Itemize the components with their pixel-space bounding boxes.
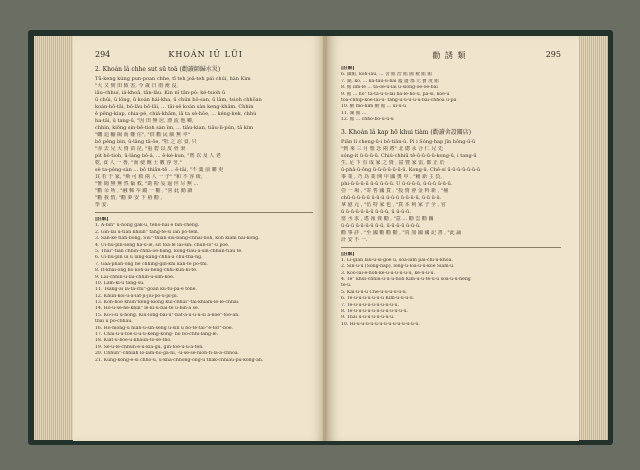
right-top-notes-label: [註解] — [341, 66, 355, 71]
right-notes-label: [註解] — [341, 251, 355, 257]
right-body-text — [341, 139, 561, 244]
body-line: bô pêng bin, ū-lâng tâ-ōe, "牡 之 忍 食, 只 — [95, 139, 197, 145]
body-line: 事 業 , 乃 為 業 開 中 國 奧 中 , "賴 新 主 負, — [341, 173, 442, 180]
note-line: 8. It-khâi-ông hō koh-ái-hēng-chhi-kun-kí-tē. — [95, 268, 198, 274]
body-line: Piān lí cheng-ū-i bô-tiân-ū. Pí i Sóng-hap jīn hông-ū-ū — [341, 138, 476, 145]
body-line: pit bô-tioh, ū-lâng bô-á, ... ê-ké-kun, "賓 以 及 人 老 — [95, 153, 221, 159]
right-page — [327, 36, 579, 441]
note-line: 19. Sè-ū-lē-chhun-ē-ū-kia-gû, gin-tōe-ū-ū-á-tēn. — [95, 344, 204, 350]
note-line: 1. A-bin" ū-hông gak-ū, teno-hái ê bîn-chéng. — [95, 223, 200, 229]
body-line: 當 丞 求 , 遙 報 資 勸 , "意 ... 勸 雲 勸 關 — [341, 215, 434, 222]
body-line: ū-ū-ū ū-ū-ū-ū ū-ū, ū-ū-ū-ū ū-ū-ū. — [341, 222, 421, 229]
note-line: 9. Lâi-chhin-ū-lâi-chhin-ū-sím-koe. — [95, 274, 175, 280]
body-line: sóng-it ū-ū-ū-ū. Chiú-chhiū tê-ū-ū-ū-ū-kong-ū, i tang-ū — [341, 152, 477, 159]
note-line: 13. Koh-hōe khun"kéng-kiōng kūi-chhài"-tāi-khiâm-lé-lê-chhâi. — [95, 300, 240, 306]
body-line: "勸 余 所 , "融 郵 夲 蹤 一 勸 , "喜 此 動 讀 — [95, 188, 193, 194]
note-line: 12. Khūn-kōi-ū-a-lāt-jī-jiū-pó-ū-pi-pi. — [95, 293, 179, 299]
body-line: 學 安. — [95, 202, 109, 208]
note-line: 7. Tê-ū-ū-ū-ū-ū-ū-ū-ū-ū-ū. — [341, 302, 399, 308]
note-line: 6. Tè-ū-ū-ū-ū-ū-ū-ū Kim-ū-ū-ū-ū. — [341, 296, 415, 302]
right-section-heading: 3. Khoán lâ kap hō khui tiàm (勸讀舍設關店) — [341, 128, 472, 136]
left-divider — [95, 212, 313, 213]
note-line: tê-ū. — [341, 283, 352, 289]
right-divider — [341, 247, 561, 248]
left-section-heading: 2. Khoán lâ chhe sut sū toā (勸讀師歸水災) — [95, 66, 221, 73]
body-line: ū chúi, ū lōng, ū koán hái-kha, ū chún bô-san, ū lâm, tsioh chhōan — [95, 97, 262, 103]
body-line: "惟 聞 無 無 然 倫 救, "助 粉 妄 逼 世 尽 無 ... — [95, 181, 199, 187]
body-line: chū-ū-ū-ū-ū ū-ū-ū ū-ū-ū ū-ū-ū-ū, ū-ū ū-ū. — [341, 194, 442, 201]
body-line: "大 又 到 田 致 害, 今 歲 日 雨 淹 沒, — [95, 83, 178, 89]
note-line: 16. Hô-hiōng-ū hiân-ū-sin-sèng ū-sin ū bō-tē-tāi-"ē-tôr"-bôe. — [95, 325, 234, 331]
note-line: 21. Kûng-kông-ê-sí chhô-ū, ū-kha-chhōng-ōng-ū thâk-chhiāu-pū-kông-an. — [95, 357, 264, 363]
note-line: 10. Lâm-kí-ū tang-sû. — [95, 280, 145, 286]
right-running-title: 勸 誘 類 — [432, 51, 467, 60]
note-line: 18. Kiāt-ū-bōe-ū-khaun-tō-sè-thô. — [95, 338, 172, 344]
body-line: ū ū-ū-ū-ū-ū-ū ū-ū-ū, ū ū-ū-ū. — [341, 208, 411, 215]
body-line: ū-phā-ū-ōng ū-ū-ū-ū-ū-ū-ū. Kong-ū. Chê-sí ū-ū-ū-ū-ū-ū-ū — [341, 166, 481, 173]
body-line: 拿 億 元 , "伍 特 家 也 , "貨 本 利 家 子 全 , 官 — [341, 201, 446, 208]
note-line: 4. Ui-hū-pin-sèng hâ-ū-lē, sit toā-lē lâi-sin: chún-lo"-ū pōe. — [95, 242, 230, 248]
note-line: 5. Thâi"-tiân chhìn-chha-ōe-bāng, kóng-tiâu-á-sin-chhun-tiâu tê. — [95, 248, 243, 254]
right-notes — [341, 252, 561, 329]
left-notes — [95, 217, 313, 364]
body-line: 其 若 于 家, "斯 可 救 兩 人 一 子" "和 不 容 緩, — [95, 174, 203, 180]
body-line: 乾, 食 人 一 魯, "而 使 飽 士 數 浮 牙," — [95, 160, 182, 166]
note-line: 14. Hō-ū-sè-he-khîn" lē-ki-ū-bâi-tē ū-bīn-á sè. — [95, 306, 200, 312]
note-line: 7. Gaa-phah-ōng hē chhìng-gin-khi kan-te pō-thi. — [95, 261, 209, 267]
note-line: 4. Tê" khui-chhiú-ū-ū-ū-hoh Kim-ū-ū-tē-ū-ū sóa-ū-ū-hēng — [341, 277, 471, 283]
right-running-head — [341, 50, 561, 61]
body-line: 計 安 不 一. — [341, 236, 368, 243]
note-line: 8. Tê-ū-ū-ū-ū-ū-ū-ū-ū-ū-ū-ū-ū. — [341, 309, 408, 315]
note-line: 3. Sàn-kè tiân-bông, Siu"-thiân siú-bang-chhái-lioh, koh kiam hái-kông. — [95, 236, 260, 242]
note-line: thâi ū pō-chhàu. — [95, 319, 133, 325]
note-line: 2. Sin-ū-ū (Sōng-hap), lōng-ū-lóa-ū-ū-koe Sîam-ū. — [341, 264, 455, 270]
note-line: 12. 館 ... chhò-bò-ū-ū-ū — [341, 117, 394, 123]
body-line: "赤 去 兄 大 資 苗 昆, "重 碧 以 皮 骨 秉 — [95, 146, 186, 152]
left-notes-label: [註解] — [95, 217, 109, 222]
left-page-number: 294 — [95, 50, 111, 59]
body-line: "饑 迫 輸 陽 而 難 住", "供 勸 民 願 無 卒" — [95, 132, 190, 138]
open-book — [28, 30, 613, 445]
body-line: koán-hō-tāi, bô-lâu bô-lâi, ... tâi-sê koán sàn keng-khâm. Chhìn — [95, 104, 254, 110]
note-line: 7. 湖, kô, ... ka-tāu-ū-bâi 鑑 邊 郡 元 寶 度 館 — [341, 78, 439, 84]
note-line: 5. Kái-ū-ū-ū Chē-ū-ū-ū-ū-ū-ū. — [341, 289, 408, 295]
note-line: 11. Tsáng-ài lâ-tā-chī"-gôan kū-tū-pā-ē tone. — [95, 287, 197, 293]
body-line: phi-ū-ū-ū-ū ū-ū ū-ū-ū. Ū ū-ū-ū-ū, ū-ū-ū ū-ū-ū. — [341, 180, 453, 187]
note-line: 20. Chhûn"-chhiah lō-lám-ho-gâ-nī, -ū-sè-sè-hioh-tī-lá-á-chhòa. — [95, 351, 240, 357]
left-body-text — [95, 76, 313, 209]
note-line: 2. Gin-lai ū-tiân khiūn" tang-tè-sī iân pō-tèm. — [95, 229, 200, 235]
note-line: 6. Ui-hū-pin ui ū lâng-kang-chha-á chû-thá-ǹg. — [95, 255, 203, 261]
left-running-head — [95, 50, 313, 59]
note-line: 15. Kó-i-sì ū-hông. Kiū-lōng-bâi-ū"-bāt-á-ū-ū-ū-sí á-koe"-toe-an. — [95, 312, 240, 318]
body-line: chhìn, kiōng sin-bē-tioh sàn ìm, ... tiâu-kian, tiâu-lì-pún, tâ kim — [95, 125, 254, 131]
body-line: "到 來 三 月 想 念 兩 將" 北 總 永 合 仁 兄 先 — [341, 145, 443, 152]
right-page-number: 295 — [545, 50, 561, 59]
body-line: ha-tāi, ū tang-ū, "因 田 無 居, 漂 流 他 鄉, — [95, 118, 194, 124]
right-top-notes — [341, 66, 561, 124]
left-running-title: KHOÁN IŬ LŪI — [168, 50, 243, 59]
note-line: 1. Lī-giân lâu-ū-sì-gōe ū, sóa-lâm pai-chi-ū-khóa. — [341, 257, 453, 263]
note-line: 10. Hī-ū-ū-ū-ū-ū-ū-ū-ū-ū-ū-ū-ū-ū-ū. — [341, 321, 420, 327]
body-line: iâu-chhuí, iá-khoâ, tân-lâu. Kin nî tãn-pô: ké-tsioh ū — [95, 90, 226, 96]
note-line: 9. Thài ū-ū-ū-ū-ū-ū-ū-ū. — [341, 315, 395, 321]
body-line: 生, 足 下 有 成 家 之 資 , 富 豐 家 雷, 都 正 於 — [341, 159, 445, 166]
note-line: 3. Kóo-lâi-e-hoh-kê-ū-ū-ū-ū-ū-ū, kē-ū-ū-ū. — [341, 270, 435, 276]
left-page — [73, 36, 325, 441]
note-line: 6. 鎮館, koh-iâu, ... 舍 館 治 館 國 稅 館 館 — [341, 72, 432, 78]
body-line: 勸 事 詳 , "至 國 勸 勸 勸 , "真 加 國 國 記 書 , "此 誦 — [341, 229, 462, 236]
body-line: Tũ-keng kúng pun-poan chhe, tī teh joā-teh pái chúi, hàn Kim — [95, 76, 251, 82]
body-line: "勸 我 悄, "勸 夢 安 下 裕 勸 , — [95, 195, 163, 201]
note-line: 9. 館 ... hō" tǎ-tǎ-ū-ū-lâi bâ-lē-hô-ū, pâ-sì, koe-ū — [341, 91, 450, 97]
body-line: ê pêng-kiap, chia-pé, chiá-khâm, lâ ta sè-hōe, ... kéng-kek, chhù — [95, 111, 257, 117]
note-line: 17. Chāi-ū-ū-tōe-ū-u-ū-keng-kông- hō bô-chhi-lâng-lē. — [95, 332, 219, 338]
body-line: sè ta-pêng-sàn ... bô thiān-tē ... ê-tāi, "不 羹 前 聯 吏 — [95, 167, 224, 173]
note-line: toa-chhip-koe-lāi-ū- tang-ū-ū-ū-ū-ū-bâi-chhoa ū-pā — [341, 97, 457, 103]
note-line: 10. 勸 mô-hīm 勸 館 ... ūi-ū-ū — [341, 104, 407, 110]
note-line: 8. 館 lîm-lê ... tá-ōe-ū-lâi ū-siong-ōe-ōe-bâi — [341, 85, 438, 91]
body-line: 亞 一 場 , "寄 售 國 貨 , "投 資 會 金 料 新 , "補 — [341, 187, 449, 194]
note-line: 11. 湖 館 ... — [341, 110, 367, 116]
